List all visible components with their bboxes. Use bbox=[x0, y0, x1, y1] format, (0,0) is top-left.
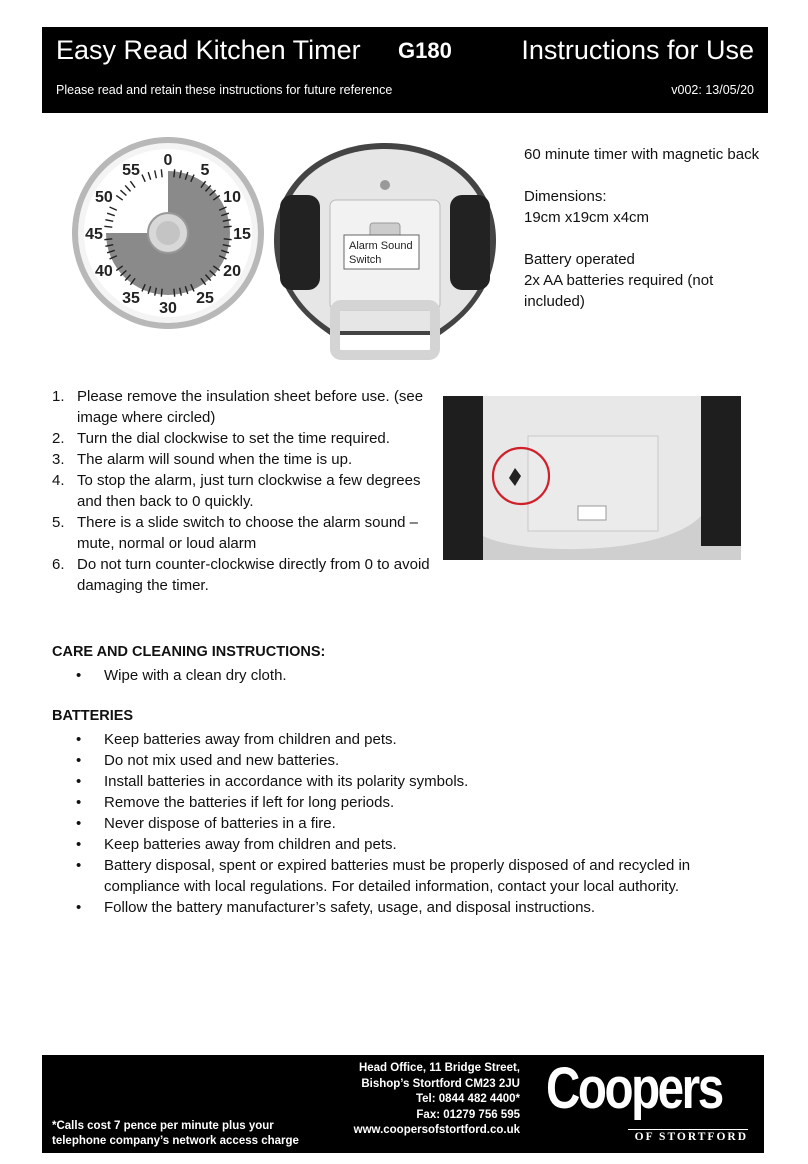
website-link[interactable]: www.coopersofstortford.co.uk bbox=[353, 1124, 520, 1136]
step-item: 3. The alarm will sound when the time is up. bbox=[52, 451, 353, 468]
battery-value: 2x AA batteries required (not included) bbox=[524, 272, 714, 310]
insulation-sheet-image bbox=[443, 396, 741, 560]
telephone: Tel: 0844 482 4400* bbox=[415, 1093, 520, 1105]
calls-cost-note: *Calls cost 7 pence per minute plus your telephone company’s network access charge bbox=[52, 1120, 299, 1147]
brand-subtitle: OF STORTFORD bbox=[634, 1131, 748, 1143]
bullet-icon: • bbox=[76, 667, 82, 684]
dimensions-label: Dimensions: bbox=[524, 188, 607, 205]
step-item: 1. Please remove the insulation sheet before use. (see image where circled) bbox=[52, 388, 424, 426]
battery-item: • Follow the battery manufacturer’s safety, usage, and disposal instructions. bbox=[76, 899, 596, 916]
feature-text: 60 minute timer with magnetic back bbox=[524, 146, 760, 163]
step-item: 6. Do not turn counter-clockwise directly from 0 to avoid damaging the timer. bbox=[52, 556, 430, 594]
bullet-icon: • bbox=[76, 794, 82, 811]
dial-number: 55 bbox=[122, 161, 140, 179]
footer-bar bbox=[42, 1055, 764, 1153]
dial-number: 35 bbox=[122, 290, 140, 308]
step-item: 2. Turn the dial clockwise to set the time required. bbox=[52, 430, 390, 447]
bullet-icon: • bbox=[76, 773, 82, 790]
battery-item: • Install batteries in accordance with its polarity symbols. bbox=[76, 773, 469, 790]
bullet-icon: • bbox=[76, 815, 82, 832]
dial-number: 0 bbox=[163, 152, 173, 169]
header-subtitle: Please read and retain these instructions for future reference bbox=[56, 83, 393, 97]
address-line1: Head Office, 11 Bridge Street, bbox=[358, 1062, 520, 1074]
address-line2: Bishop’s Stortford CM23 2JU bbox=[361, 1077, 520, 1090]
dial-number: 40 bbox=[95, 263, 113, 280]
battery-item: • Never dispose of batteries in a fire. bbox=[76, 815, 336, 832]
step-item: 5. There is a slide switch to choose the alarm sound – mute, normal or loud alarm bbox=[52, 514, 419, 552]
step-item: 4. To stop the alarm, just turn clockwise a few degrees and then back to 0 quickly. bbox=[52, 472, 421, 510]
battery-item: • Battery disposal, spent or expired batteries must be properly disposed of and recycled in compliance with local regulations. For detailed information, contact your local authority. bbox=[76, 857, 691, 895]
dimensions-value: 19cm x19cm x4cm bbox=[524, 209, 650, 226]
dial-tick bbox=[161, 169, 162, 177]
callout-label-line2: Switch bbox=[349, 254, 382, 266]
model-number: G180 bbox=[398, 38, 452, 63]
fax: Fax: 01279 756 595 bbox=[416, 1108, 520, 1121]
dial-number: 50 bbox=[95, 189, 113, 206]
dial-tick bbox=[161, 289, 162, 297]
battery-label: Battery operated bbox=[524, 251, 635, 268]
care-item: • Wipe with a clean dry cloth. bbox=[76, 667, 287, 684]
bullet-icon: • bbox=[76, 836, 82, 853]
dial-number: 5 bbox=[200, 161, 210, 179]
battery-item: • Keep batteries away from children and pets. bbox=[76, 836, 397, 853]
dial-number: 10 bbox=[223, 189, 241, 206]
bullet-icon: • bbox=[76, 752, 82, 769]
dial-tick bbox=[104, 226, 112, 227]
batteries-list bbox=[76, 729, 746, 918]
bullet-icon: • bbox=[76, 731, 82, 748]
bullet-icon: • bbox=[76, 857, 82, 874]
batteries-heading: BATTERIES bbox=[52, 708, 134, 724]
instruction-steps bbox=[52, 386, 437, 596]
battery-item: • Keep batteries away from children and pets. bbox=[76, 731, 397, 748]
brand-name: Coopers bbox=[546, 1056, 722, 1121]
document-title: Easy Read Kitchen Timer bbox=[56, 35, 361, 65]
dial-number: 20 bbox=[223, 263, 241, 280]
contact-block bbox=[342, 1061, 520, 1139]
version-date: v002: 13/05/20 bbox=[671, 83, 754, 97]
battery-item: • Do not mix used and new batteries. bbox=[76, 752, 340, 769]
dial-number: 30 bbox=[159, 300, 177, 317]
dial-tick bbox=[224, 226, 232, 227]
timer-back-image bbox=[270, 135, 500, 365]
callout-label-line1: Alarm Sound bbox=[349, 240, 413, 252]
document-type: Instructions for Use bbox=[521, 35, 754, 65]
dial-tick bbox=[104, 239, 112, 240]
header-bar bbox=[42, 27, 768, 113]
dial-tick bbox=[224, 239, 232, 240]
timer-dial-image bbox=[70, 135, 266, 331]
care-list bbox=[76, 665, 746, 686]
bullet-icon: • bbox=[76, 899, 82, 916]
dial-number: 25 bbox=[196, 290, 214, 308]
dial-tick bbox=[174, 289, 175, 297]
brand-logo bbox=[536, 1057, 754, 1149]
dial-number: 15 bbox=[233, 226, 251, 243]
care-heading: CARE AND CLEANING INSTRUCTIONS: bbox=[52, 644, 326, 660]
dial-tick bbox=[174, 169, 175, 177]
dial-number: 45 bbox=[85, 226, 103, 243]
product-info bbox=[524, 144, 764, 333]
battery-item: • Remove the batteries if left for long periods. bbox=[76, 794, 395, 811]
